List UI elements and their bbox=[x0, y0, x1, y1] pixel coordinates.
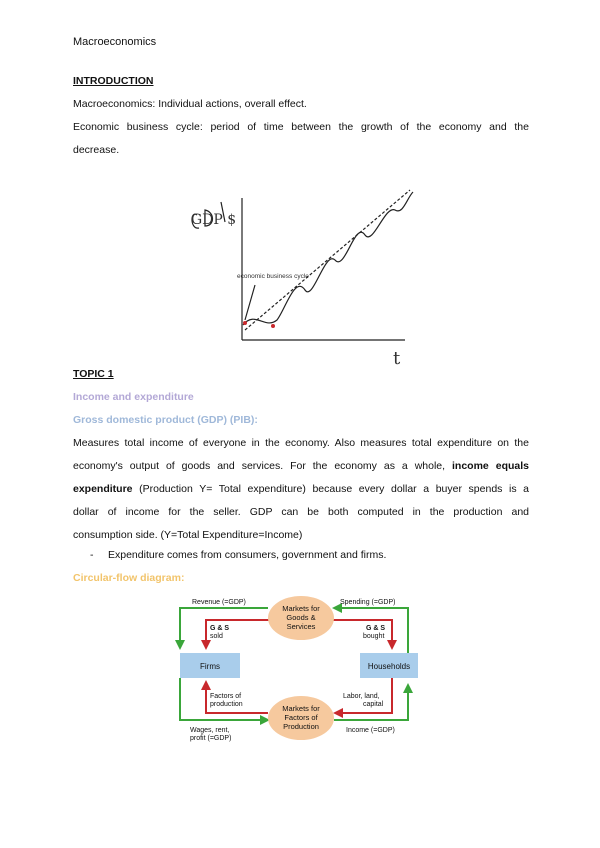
gdp-para-line-1: Measures total income of everyone in the economy. Also measures total expenditure on the bbox=[73, 437, 529, 449]
trend-line bbox=[245, 190, 410, 330]
gs-bought-l1: G & S bbox=[366, 625, 386, 632]
gdp-heading: Gross domestic product (GDP) (PIB): bbox=[73, 414, 258, 426]
topic1-heading: TOPIC 1 bbox=[73, 368, 114, 380]
gdp-para-line-2 bbox=[73, 455, 529, 479]
business-cycle-figure bbox=[185, 180, 435, 370]
markets-goods-l1: Markets for bbox=[282, 604, 320, 613]
markets-factors-l1: Markets for bbox=[282, 704, 320, 713]
gdp-para-line-3-text: (Production Y= Total expenditure) because every dollar a buyer spends is a bbox=[139, 483, 530, 495]
bullet-item bbox=[90, 544, 386, 568]
firms-label: Firms bbox=[200, 662, 220, 671]
revenue-label: Revenue (=GDP) bbox=[192, 599, 246, 606]
spending-label: Spending (=GDP) bbox=[340, 599, 396, 606]
bullet-dash: - bbox=[90, 549, 94, 561]
income-equals-bold: income equals bbox=[452, 460, 529, 472]
factors-l1: Factors of bbox=[210, 693, 242, 700]
annotation-pointer bbox=[245, 285, 255, 320]
markets-factors-l3: Production bbox=[283, 722, 319, 731]
cycle-annotation: economic business cycle bbox=[237, 273, 309, 280]
gdp-para-line-3 bbox=[73, 478, 529, 502]
gs-bought-l2: bought bbox=[363, 633, 385, 640]
gs-sold-l2: sold bbox=[210, 633, 223, 640]
factors-l2: production bbox=[210, 701, 243, 708]
gdp-para-line-5: consumption side. (Y=Total Expenditure=Income) bbox=[73, 529, 303, 541]
y-axis-label: GDP $ bbox=[191, 212, 237, 228]
markets-goods-l2: Goods & bbox=[286, 613, 316, 622]
red-dot-1 bbox=[243, 321, 247, 325]
x-axis-label: t bbox=[393, 348, 401, 369]
intro-line-3: decrease. bbox=[73, 144, 120, 156]
circular-flow-diagram bbox=[170, 590, 430, 755]
wages-l2: profit (=GDP) bbox=[190, 735, 232, 742]
page-header: Macroeconomics bbox=[73, 36, 157, 48]
intro-line-1: Macroeconomics: Individual actions, overall effect. bbox=[73, 98, 307, 110]
wages-l1: Wages, rent, bbox=[190, 727, 230, 734]
cycle-curve bbox=[243, 192, 413, 325]
intro-line-2: Economic business cycle: period of time between the growth of the economy and the bbox=[73, 121, 529, 133]
labor-l2: capital bbox=[363, 701, 384, 708]
topic1-subheading: Income and expenditure bbox=[73, 391, 194, 403]
expenditure-bold: expenditure bbox=[73, 483, 133, 495]
markets-factors-l2: Factors of bbox=[284, 713, 318, 722]
gdp-para-line-2-text: economy's output of goods and services. For the economy as a whole, bbox=[73, 460, 446, 472]
income-label: Income (=GDP) bbox=[346, 727, 395, 734]
gs-sold-l1: G & S bbox=[210, 625, 230, 632]
markets-goods-l3: Services bbox=[286, 622, 316, 631]
circular-flow-heading: Circular-flow diagram: bbox=[73, 572, 185, 584]
bullet-text: Expenditure comes from consumers, government and firms. bbox=[108, 549, 387, 561]
gdp-para-line-4: dollar of income for the seller. GDP can be both computed in the production and bbox=[73, 506, 529, 518]
intro-heading: INTRODUCTION bbox=[73, 75, 154, 87]
households-label: Households bbox=[367, 662, 411, 671]
red-dot-2 bbox=[271, 324, 275, 328]
labor-l1: Labor, land, bbox=[343, 693, 380, 700]
